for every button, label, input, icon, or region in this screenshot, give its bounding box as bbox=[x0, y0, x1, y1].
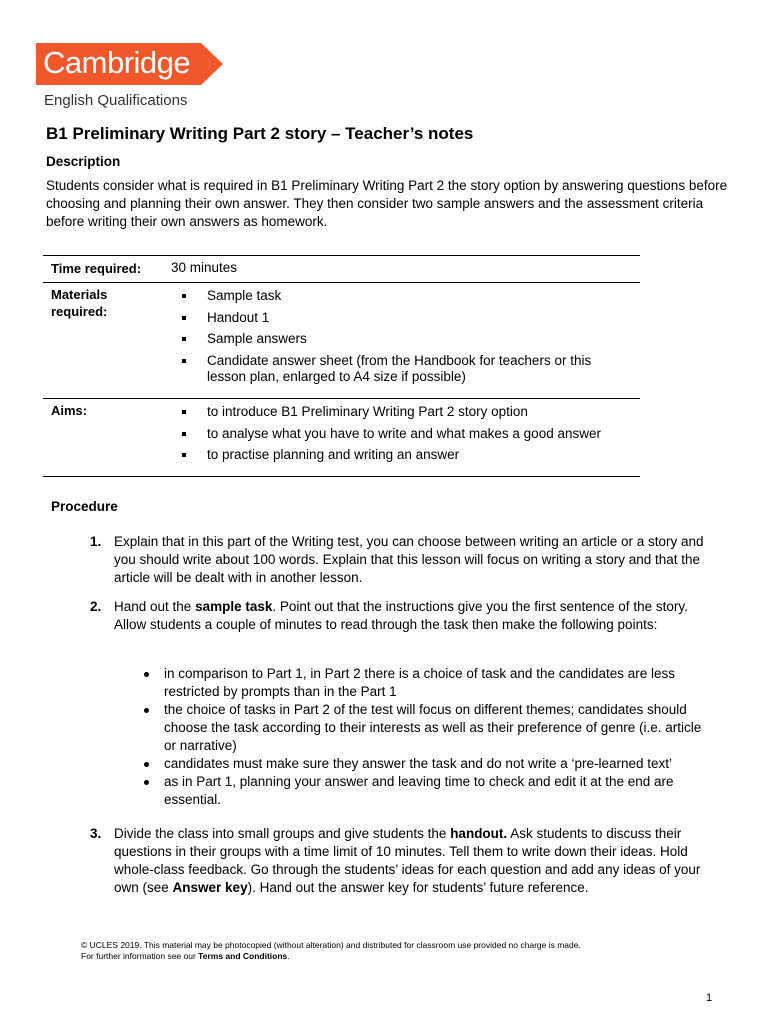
list-item: to introduce B1 Preliminary Writing Part 2 story option bbox=[178, 404, 618, 420]
list-item: candidates must make sure they answer the task and do not write a ‘pre-learned text’ bbox=[142, 755, 712, 773]
materials-label-line2: required: bbox=[51, 304, 108, 319]
page-title: B1 Preliminary Writing Part 2 story – Teacher’s notes bbox=[46, 124, 474, 143]
step-text bbox=[114, 598, 720, 634]
copyright-footer bbox=[81, 940, 581, 961]
procedure-heading: Procedure bbox=[51, 499, 118, 514]
step-text-part: Hand out the bbox=[114, 599, 196, 614]
aims-label: Aims: bbox=[51, 403, 88, 418]
step-text: Explain that in this part of the Writing test, you can choose between writing an article or a story and you should write about 100 words. Explain that this lesson will focus on writing a story and that the article will be dealt with in another lesson. bbox=[114, 534, 704, 585]
cambridge-logo bbox=[36, 43, 224, 85]
list-item: as in Part 1, planning your answer and leaving time to check and edit it at the end are essential. bbox=[142, 773, 712, 809]
time-label: Time required: bbox=[51, 261, 142, 276]
materials-label-line1: Materials bbox=[51, 287, 108, 302]
materials-list bbox=[178, 288, 618, 390]
time-value: 30 minutes bbox=[171, 260, 238, 275]
list-item: Candidate answer sheet (from the Handbook for teachers or this lesson plan, enlarged to A4 size if possible) bbox=[178, 353, 618, 385]
list-item: Sample task bbox=[178, 288, 618, 304]
description-heading: Description bbox=[46, 154, 121, 169]
procedure-step-3 bbox=[90, 825, 720, 897]
footer-text: For further information see our bbox=[81, 950, 199, 961]
step-text-part: . Point out that the instructions give you the first sentence of the story. Allow students a couple of minutes to read through the task then make the following points: bbox=[114, 599, 688, 632]
aims-row bbox=[43, 399, 640, 476]
step-number: 2. bbox=[90, 599, 102, 614]
lesson-info-table bbox=[43, 255, 640, 477]
step-text-part: ). Hand out the answer key for students’ future reference. bbox=[247, 880, 589, 895]
materials-row bbox=[43, 283, 640, 399]
list-item: to practise planning and writing an answer bbox=[178, 447, 618, 463]
list-item: to analyse what you have to write and what makes a good answer bbox=[178, 426, 618, 442]
list-item: the choice of tasks in Part 2 of the test will focus on different themes; candidates should choose the task according to their interests as well as their preference of genre (i.e. article or narrative) bbox=[142, 701, 712, 755]
list-item: in comparison to Part 1, in Part 2 there is a choice of task and the candidates are less restricted by prompts than in the Part 1 bbox=[142, 665, 712, 701]
step-text-bold: Answer key bbox=[172, 880, 248, 895]
footer-line-2 bbox=[81, 951, 581, 962]
materials-label bbox=[51, 286, 107, 320]
step-text-part: Divide the class into small groups and give students the bbox=[114, 826, 451, 841]
page-number: 1 bbox=[706, 992, 713, 1004]
aims-list bbox=[178, 404, 618, 469]
footer-line-1: © UCLES 2019. This material may be photocopied (without alteration) and distributed for classroom use provided no charge is made. bbox=[81, 940, 581, 950]
list-item: Sample answers bbox=[178, 331, 618, 347]
time-row bbox=[43, 256, 640, 283]
procedure-step-2 bbox=[90, 598, 720, 634]
logo-wordmark: Cambridge bbox=[43, 45, 191, 80]
step-2-points bbox=[142, 665, 712, 809]
step-number: 3. bbox=[90, 826, 102, 841]
procedure-step-1 bbox=[90, 533, 720, 587]
logo-subtitle: English Qualifications bbox=[44, 92, 188, 109]
description-text: Students consider what is required in B1 Preliminary Writing Part 2 the story option by answering questions before choosing and planning their own answer. They then consider two sample answers and the assessment criteria before writing their own answers as homework. bbox=[46, 178, 728, 229]
step-text bbox=[114, 825, 720, 897]
step-text-bold: handout. bbox=[450, 826, 508, 841]
step-text-bold: sample task bbox=[195, 599, 273, 614]
list-item: Handout 1 bbox=[178, 310, 618, 326]
step-number: 1. bbox=[90, 534, 102, 549]
terms-link[interactable]: Terms and Conditions bbox=[198, 950, 288, 961]
step-text-part: Ask students to discuss their questions in their groups with a time limit of 10 minutes. Tell them to write down their ideas. Hold whole-class feedback. Go through the students’ ideas for each question and add any ideas of your own (see bbox=[114, 826, 701, 895]
footer-text: . bbox=[287, 950, 290, 961]
